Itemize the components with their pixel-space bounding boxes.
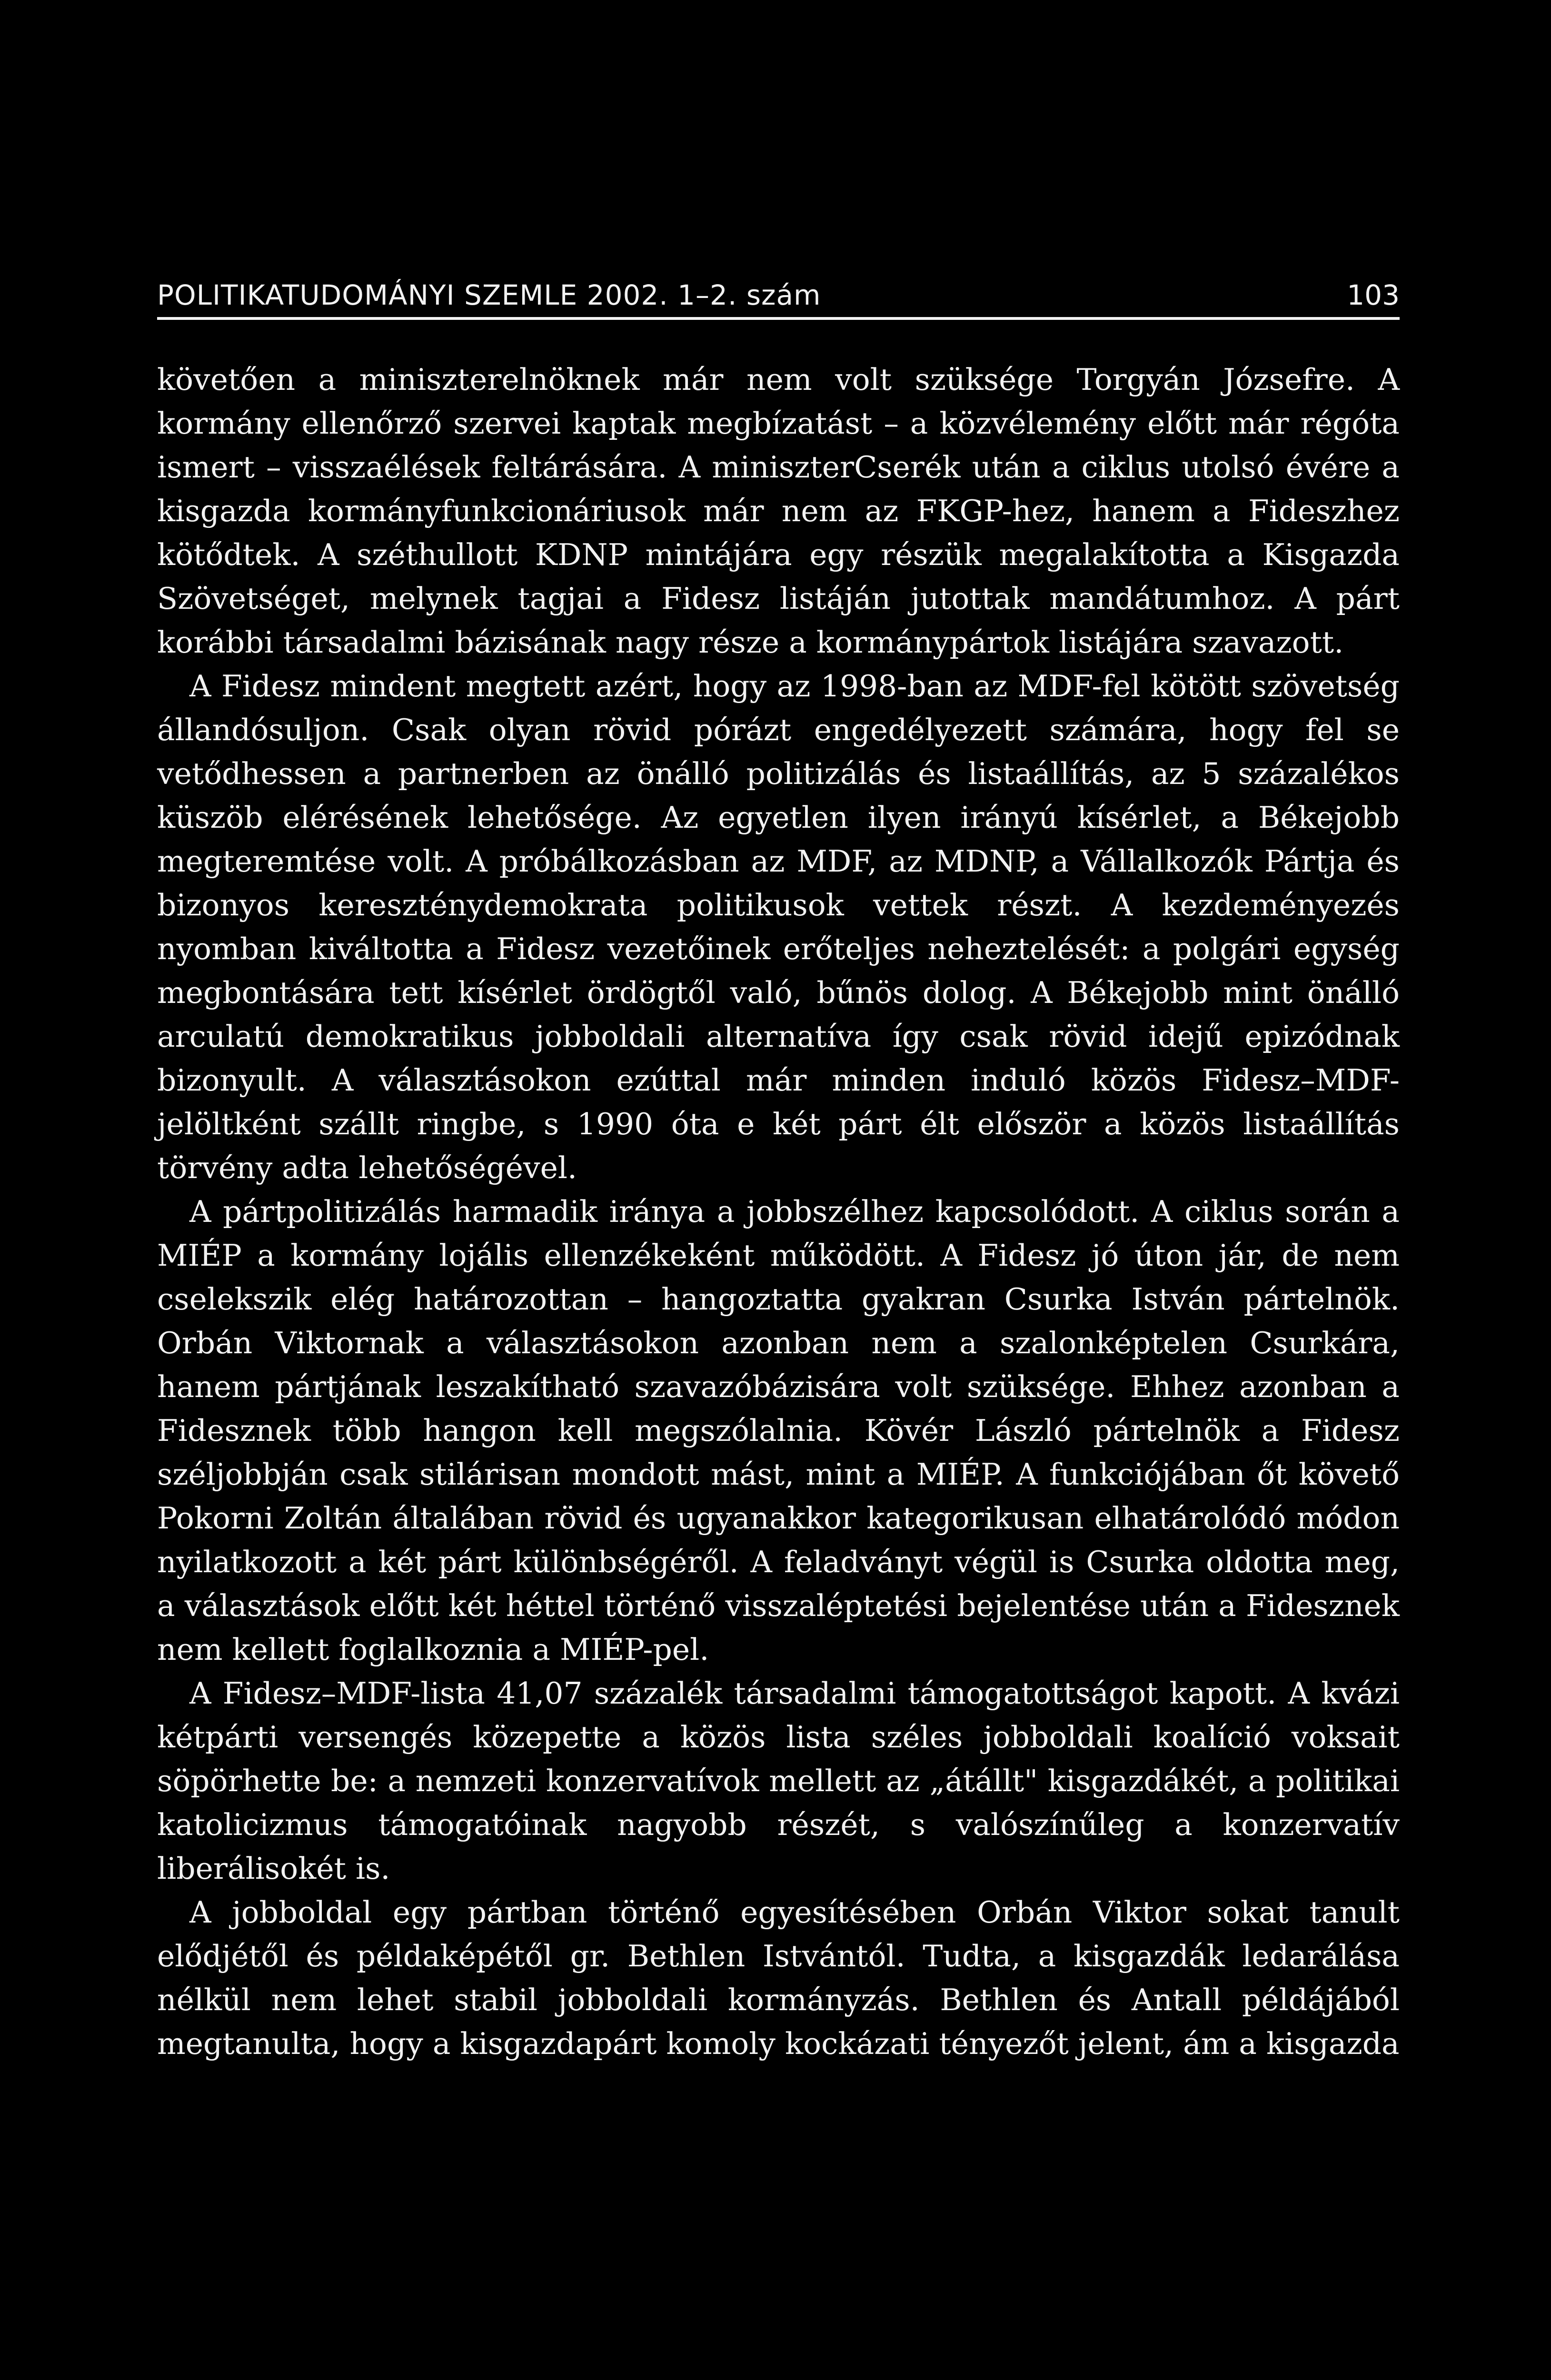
page-header [157, 276, 1400, 314]
document-page [157, 0, 1400, 2380]
body-text [157, 358, 1400, 2066]
paragraph-2: A Fidesz mindent megtett azért, hogy az 1998-ban az MDF-fel kötött szövetség állandósuljon. Csak olyan rövid pórázt engedélyezett számára, hogy fel se vetődhessen a partnerben az önálló politizálás és listaállítás, az 5 százalékos küszöb elérésének lehetősége. Az egyetlen ilyen irányú kísérlet, a Békejobb megteremtése volt. A próbálkozásban az MDF, az MDNP, a Vállalkozók Pártja és bizonyos kereszténydemokrata politikusok vettek részt. A kezdeményezés nyomban kiváltotta a Fidesz vezetőinek erőteljes neheztelését: a polgári egység megbontására tett kísérlet ördögtől való, bűnös dolog. A Békejobb mint önálló arculatú demokratikus jobboldali alternatíva így csak rövid idejű epizódnak bizonyult. A választásokon ezúttal már minden induló közös Fidesz–MDF-jelöltként szállt ringbe, s 1990 óta e két párt élt először a közös listaállítás törvény adta lehetőségével. [157, 669, 1400, 1185]
header-rule [157, 317, 1400, 320]
paragraph-5: A jobboldal egy pártban történő egyesítésében Orbán Viktor sokat tanult elődjétől és példaképétől gr. Bethlen Istvántól. Tudta, a kisgazdák ledarálása nélkül nem lehet stabil jobboldali kormányzás. Bethlen és Antall példájából megtanulta, hogy a kisgazdapárt komoly kockázati tényezőt jelent, ám a kisgazda [157, 1895, 1400, 2061]
paragraph-4: A Fidesz–MDF-lista 41,07 százalék társadalmi támogatottságot kapott. A kvázi kétpárti versengés közepette a közös lista széles jobboldali koalíció voksait söpörhette be: a nemzeti konzervatívok mellett az „átállt" kisgazdákét, a politikai katolicizmus támogatóinak nagyobb részét, s valószínűleg a konzervatív liberálisokét is. [157, 1676, 1400, 1886]
page-number: 103 [1347, 279, 1400, 311]
paragraph-1: követően a miniszterelnöknek már nem volt szüksége Torgyán Józsefre. A kormány ellenőrző szervei kaptak megbízatást – a közvélemény előtt már régóta ismert – visszaélések feltárására. A miniszterCserék után a ciklus utolsó évére a kisgazda kormányfunkcionáriusok már nem az FKGP-hez, hanem a Fideszhez kötődtek. A széthullott KDNP mintájára egy részük megalakította a Kisgazda Szövetséget, melynek tagjai a Fidesz listáján jutottak mandátumhoz. A párt korábbi társadalmi bázisának nagy része a kormánypártok listájára szavazott. [157, 362, 1400, 660]
paragraph-3: A pártpolitizálás harmadik iránya a jobbszélhez kapcsolódott. A ciklus során a MIÉP a kormány lojális ellenzékeként működött. A Fidesz jó úton jár, de nem cselekszik elég határozottan – hangoztatta gyakran Csurka István pártelnök. Orbán Viktornak a választásokon azonban nem a szalonképtelen Csurkára, hanem pártjának leszakítható szavazóbázisára volt szüksége. Ehhez azonban a Fidesznek több hangon kell megszólalnia. Kövér László pártelnök a Fidesz széljobbján csak stilárisan mondott mást, mint a MIÉP. A funkciójában őt követő Pokorni Zoltán általában rövid és ugyanakkor kategorikusan elhatárolódó módon nyilatkozott a két párt különbségéről. A feladványt végül is Csurka oldotta meg, a választások előtt két héttel történő visszaléptetési bejelentése után a Fidesznek nem kellett foglalkoznia a MIÉP-pel. [157, 1194, 1400, 1667]
running-head: POLITIKATUDOMÁNYI SZEMLE 2002. 1–2. szám [157, 279, 821, 311]
